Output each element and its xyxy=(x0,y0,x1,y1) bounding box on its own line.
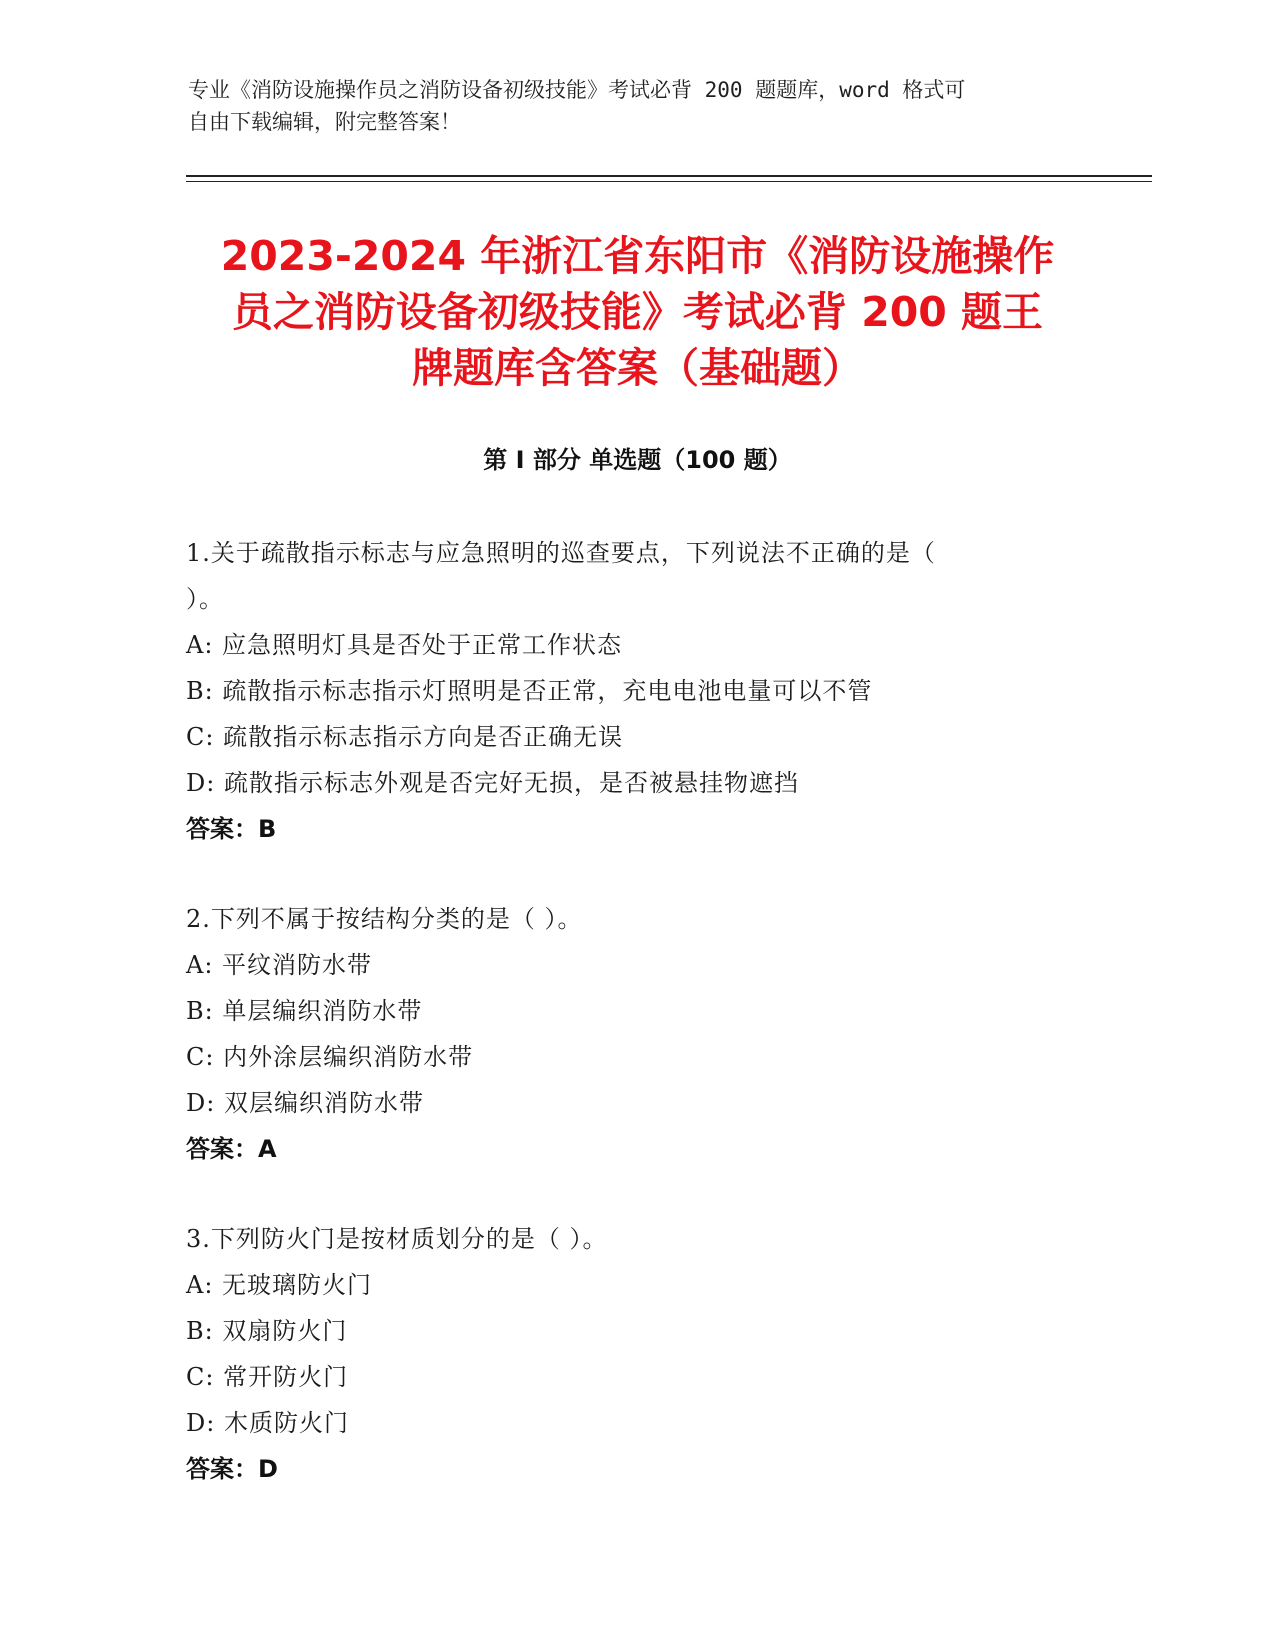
option-a: A: 平纹消防水带 xyxy=(186,951,373,979)
section-heading: 第 I 部分 单选题（100 题） xyxy=(483,446,792,474)
option-d: D: 疏散指示标志外观是否完好无损，是否被悬挂物遮挡 xyxy=(186,769,799,797)
title-line-1: 2023-2024 年浙江省东阳市《消防设施操作 xyxy=(220,232,1055,280)
document-title xyxy=(160,228,1115,396)
option-c: C: 常开防火门 xyxy=(186,1363,349,1391)
question-2 xyxy=(186,896,1066,1172)
question-stem: 1.关于疏散指示标志与应急照明的巡查要点，下列说法不正确的是（ xyxy=(186,539,936,567)
intro-paragraph xyxy=(188,74,1068,138)
option-b: B: 单层编织消防水带 xyxy=(186,997,423,1025)
intro-line-2: 自由下载编辑，附完整答案！ xyxy=(188,110,461,134)
question-list xyxy=(186,530,1066,1536)
option-b: B: 双扇防火门 xyxy=(186,1317,348,1345)
answer-label: 答案：B xyxy=(186,815,277,843)
option-a: A: 应急照明灯具是否处于正常工作状态 xyxy=(186,631,623,659)
answer-label: 答案：A xyxy=(186,1135,277,1163)
option-c: C: 内外涂层编织消防水带 xyxy=(186,1043,474,1071)
question-stem: 3.下列防火门是按材质划分的是（ ）。 xyxy=(186,1225,608,1253)
header-divider-thin xyxy=(186,181,1152,182)
question-stem-continued: ）。 xyxy=(186,585,224,613)
option-c: C: 疏散指示标志指示方向是否正确无误 xyxy=(186,723,624,751)
title-line-3: 牌题库含答案（基础题） xyxy=(412,344,863,392)
option-d: D: 双层编织消防水带 xyxy=(186,1089,424,1117)
option-d: D: 木质防火门 xyxy=(186,1409,349,1437)
title-line-2: 员之消防设备初级技能》考试必背 200 题王 xyxy=(231,288,1044,336)
question-3 xyxy=(186,1216,1066,1492)
question-1 xyxy=(186,530,1066,852)
answer-label: 答案：D xyxy=(186,1455,278,1483)
intro-line-1: 专业《消防设施操作员之消防设备初级技能》考试必背 200 题题库，word 格式可 xyxy=(188,78,966,102)
option-a: A: 无玻璃防火门 xyxy=(186,1271,373,1299)
header-divider-thick xyxy=(186,175,1152,177)
question-stem: 2.下列不属于按结构分类的是（ ）。 xyxy=(186,905,583,933)
option-b: B: 疏散指示标志指示灯照明是否正常，充电电池电量可以不管 xyxy=(186,677,873,705)
